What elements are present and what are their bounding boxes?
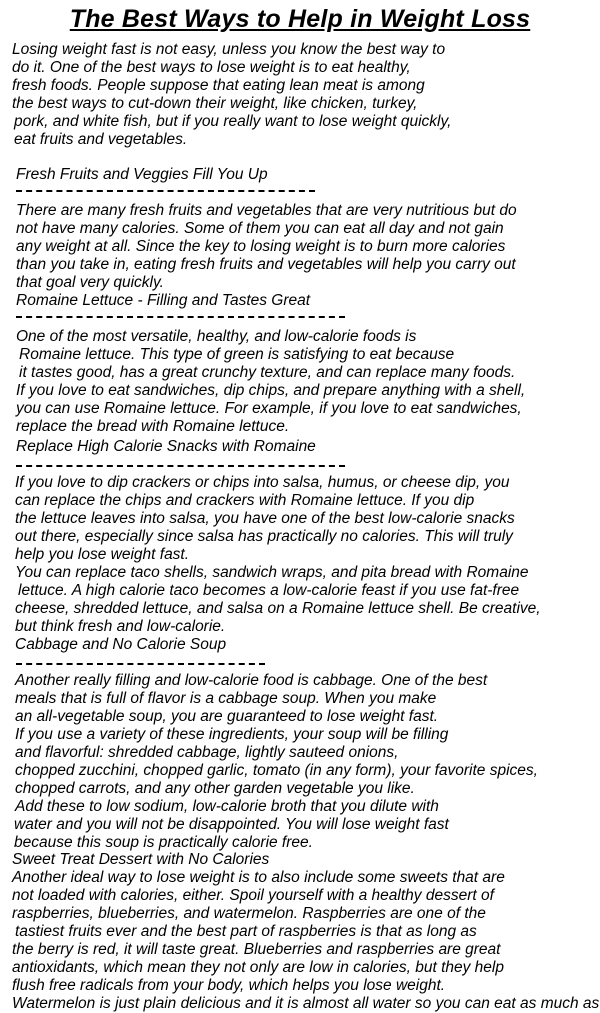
- text-line: meals that is full of flavor is a cabbage soup. When you make: [15, 690, 437, 707]
- text-line: help you lose weight fast.: [15, 546, 190, 563]
- text-line: not have many calories. Some of them you can eat all day and not gain: [16, 220, 504, 237]
- text-line: do it. One of the best ways to lose weight is to eat healthy,: [12, 59, 411, 76]
- text-line: One of the most versatile, healthy, and low-calorie foods is: [16, 328, 417, 345]
- text-line: Losing weight fast is not easy, unless you know the best way to: [12, 41, 446, 58]
- text-line: Fresh Fruits and Veggies Fill You Up: [16, 166, 268, 183]
- text-line: Another really filling and low-calorie food is cabbage. One of the best: [15, 672, 488, 689]
- text-line: because this soup is practically calorie free.: [14, 834, 313, 851]
- text-line: If you love to dip crackers or chips into salsa, humus, or cheese dip, you: [15, 474, 510, 491]
- text-line: There are many fresh fruits and vegetables that are very nutritious but do: [16, 202, 517, 219]
- text-line: it tastes good, has a great crunchy texture, and can replace many foods.: [19, 364, 516, 381]
- text-line: antioxidants, which mean they not only are low in calories, but they help: [12, 959, 504, 976]
- text-line: eat fruits and vegetables.: [14, 131, 188, 148]
- text-line: replace the bread with Romaine lettuce.: [16, 418, 290, 435]
- text-line: If you use a variety of these ingredients, your soup will be filling: [15, 726, 449, 743]
- page-title: The Best Ways to Help in Weight Loss: [69, 5, 531, 33]
- text-line: fresh foods. People suppose that eating lean meat is among: [12, 77, 425, 94]
- text-line: not loaded with calories, either. Spoil yourself with a healthy dessert of: [12, 887, 494, 904]
- text-line: flush free radicals from your body, which helps you lose weight.: [12, 977, 446, 994]
- text-line: Watermelon is just plain delicious and it is almost all water so you can eat as much as: [12, 995, 600, 1012]
- text-line: Replace High Calorie Snacks with Romaine: [16, 438, 316, 455]
- text-line: and flavorful: shredded cabbage, lightly sauteed onions,: [15, 744, 399, 761]
- text-line: an all-vegetable soup, you are guaranteed to lose weight fast.: [15, 708, 439, 725]
- dashed-separator: [16, 465, 345, 467]
- text-line: Add these to low sodium, low-calorie broth that you dilute with: [15, 798, 439, 815]
- text-line: than you take in, eating fresh fruits and vegetables will help you carry out: [16, 256, 516, 273]
- text-line: Sweet Treat Dessert with No Calories: [12, 851, 270, 868]
- text-line: out there, especially since salsa has practically no calories. This will truly: [15, 528, 513, 545]
- text-line: pork, and white fish, but if you really want to lose weight quickly,: [14, 113, 452, 130]
- text-line: you can use Romaine lettuce. For example, if you love to eat sandwiches,: [16, 400, 522, 417]
- text-line: chopped carrots, and any other garden vegetable you like.: [15, 780, 415, 797]
- text-line: chopped zucchini, chopped garlic, tomato (in any form), your favorite spices,: [15, 762, 538, 779]
- text-line: Romaine lettuce. This type of green is satisfying to eat because: [19, 346, 455, 363]
- text-line: that goal very quickly.: [16, 274, 164, 291]
- text-line: the lettuce leaves into salsa, you have one of the best low-calorie snacks: [15, 510, 515, 527]
- text-line: Cabbage and No Calorie Soup: [15, 636, 227, 653]
- text-line: any weight at all. Since the key to losing weight is to burn more calories: [16, 238, 506, 255]
- dashed-separator: [16, 316, 345, 318]
- text-line: cheese, shredded lettuce, and salsa on a Romaine lettuce shell. Be creative,: [15, 600, 541, 617]
- dashed-separator: [16, 190, 315, 192]
- text-line: raspberries, blueberries, and watermelon. Raspberries are one of the: [12, 905, 486, 922]
- dashed-separator: [16, 663, 265, 665]
- text-line: tastiest fruits ever and the best part of raspberries is that as long as: [15, 923, 477, 940]
- text-line: water and you will not be disappointed. You will lose weight fast: [14, 816, 449, 833]
- text-line: Romaine Lettuce - Filling and Tastes Great: [16, 292, 311, 309]
- text-line: If you love to eat sandwiches, dip chips, and prepare anything with a shell,: [16, 382, 526, 399]
- text-line: lettuce. A high calorie taco becomes a low-calorie feast if you use fat-free: [18, 582, 520, 599]
- text-line: You can replace taco shells, sandwich wraps, and pita bread with Romaine: [15, 564, 529, 581]
- text-line: the best ways to cut-down their weight, like chicken, turkey,: [12, 95, 418, 112]
- text-line: Another ideal way to lose weight is to also include some sweets that are: [12, 869, 505, 886]
- text-line: can replace the chips and crackers with Romaine lettuce. If you dip: [15, 492, 475, 509]
- text-line: the berry is red, it will taste great. Blueberries and raspberries are great: [12, 941, 501, 958]
- text-line: but think fresh and low-calorie.: [15, 618, 226, 635]
